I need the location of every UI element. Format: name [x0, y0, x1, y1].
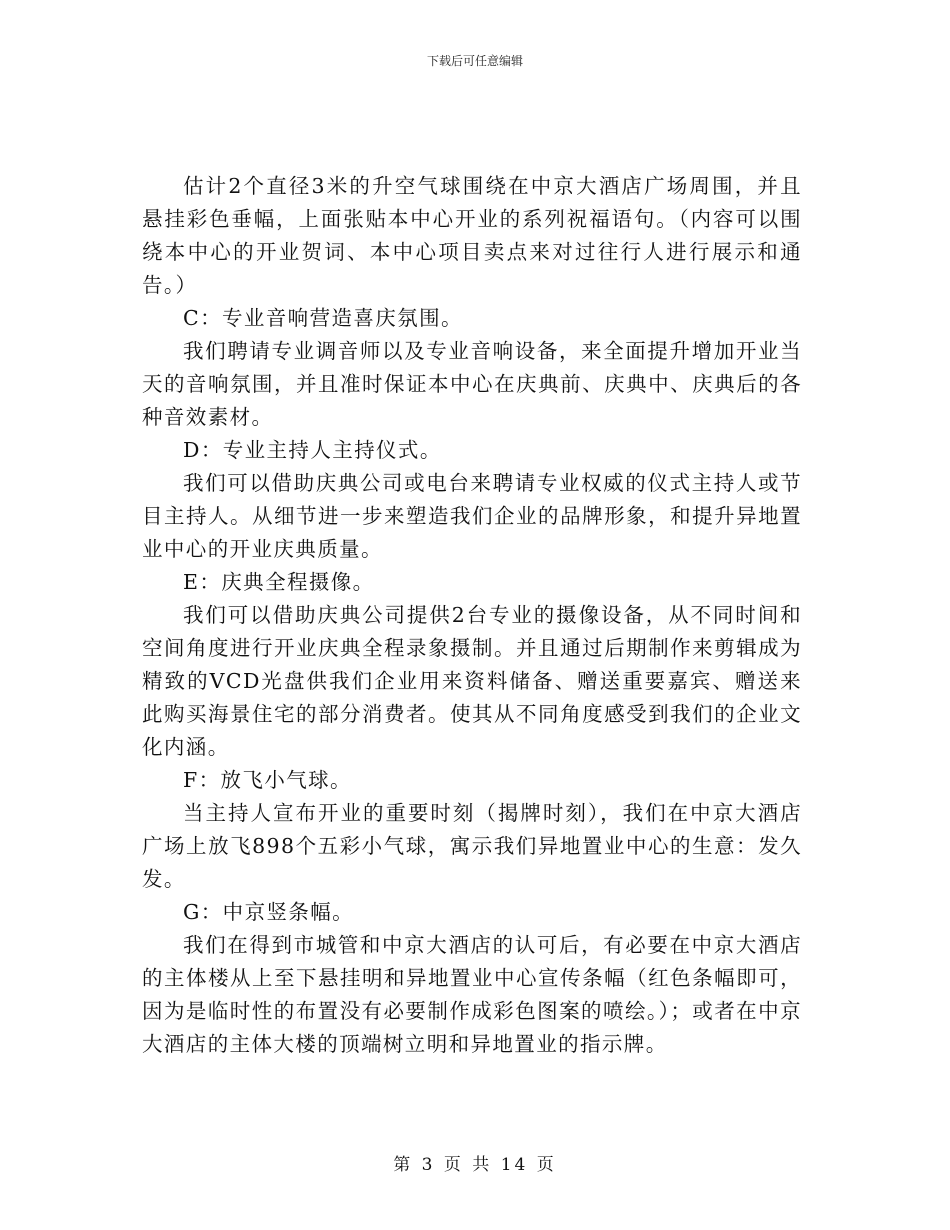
- heading-f-balloons: F：放飞小气球。: [183, 768, 352, 792]
- heading-c-sound: C：专业音响营造喜庆氛围。: [183, 306, 463, 330]
- page-header: 下载后可任意编辑: [426, 54, 523, 68]
- paragraph-video: 我们可以借助庆典公司提供2台专业的摄像设备，从不同时间和空间角度进行开业庆典全程录象摄制。并且通过后期制作来剪辑成为精致的VCD光盘供我们企业用来资料储备、赠送重要嘉宾、赠送来此购买海景住宅的部分消费者。使其从不同角度感受到我们的企业文化内涵。: [142, 603, 802, 759]
- paragraph-banner: 我们在得到市城管和中京大酒店的认可后，有必要在中京大酒店的主体楼从上至下悬挂明和异地置业中心宣传条幅（红色条幅即可，因为是临时性的布置没有必要制作成彩色图案的喷绘。）；或者在中京大酒店的主体大楼的顶端树立明和异地置业的指示牌。: [142, 933, 802, 1056]
- document-body: [142, 170, 802, 1061]
- heading-e-video: E：庆典全程摄像。: [183, 570, 375, 594]
- heading-d-host: D：专业主持人主持仪式。: [183, 438, 442, 462]
- paragraph-balloons: 估计2个直径3米的升空气球围绕在中京大酒店广场周围，并且悬挂彩色垂幅，上面张贴本中心开业的系列祝福语句。（内容可以围绕本中心的开业贺词、本中心项目卖点来对过往行人进行展示和通告。）: [142, 174, 802, 297]
- page-footer: 第 3 页 共 14 页: [393, 1155, 557, 1175]
- paragraph-sound: 我们聘请专业调音师以及专业音响设备，来全面提升增加开业当天的音响氛围，并且准时保证本中心在庆典前、庆典中、庆典后的各种音效素材。: [142, 339, 802, 429]
- paragraph-release-balloons: 当主持人宣布开业的重要时刻（揭牌时刻），我们在中京大酒店广场上放飞898个五彩小气球，寓示我们异地置业中心的生意：发久发。: [142, 801, 802, 891]
- heading-g-banner: G：中京竖条幅。: [183, 900, 355, 924]
- paragraph-host: 我们可以借助庆典公司或电台来聘请专业权威的仪式主持人或节目主持人。从细节进一步来塑造我们企业的品牌形象，和提升异地置业中心的开业庆典质量。: [142, 471, 802, 561]
